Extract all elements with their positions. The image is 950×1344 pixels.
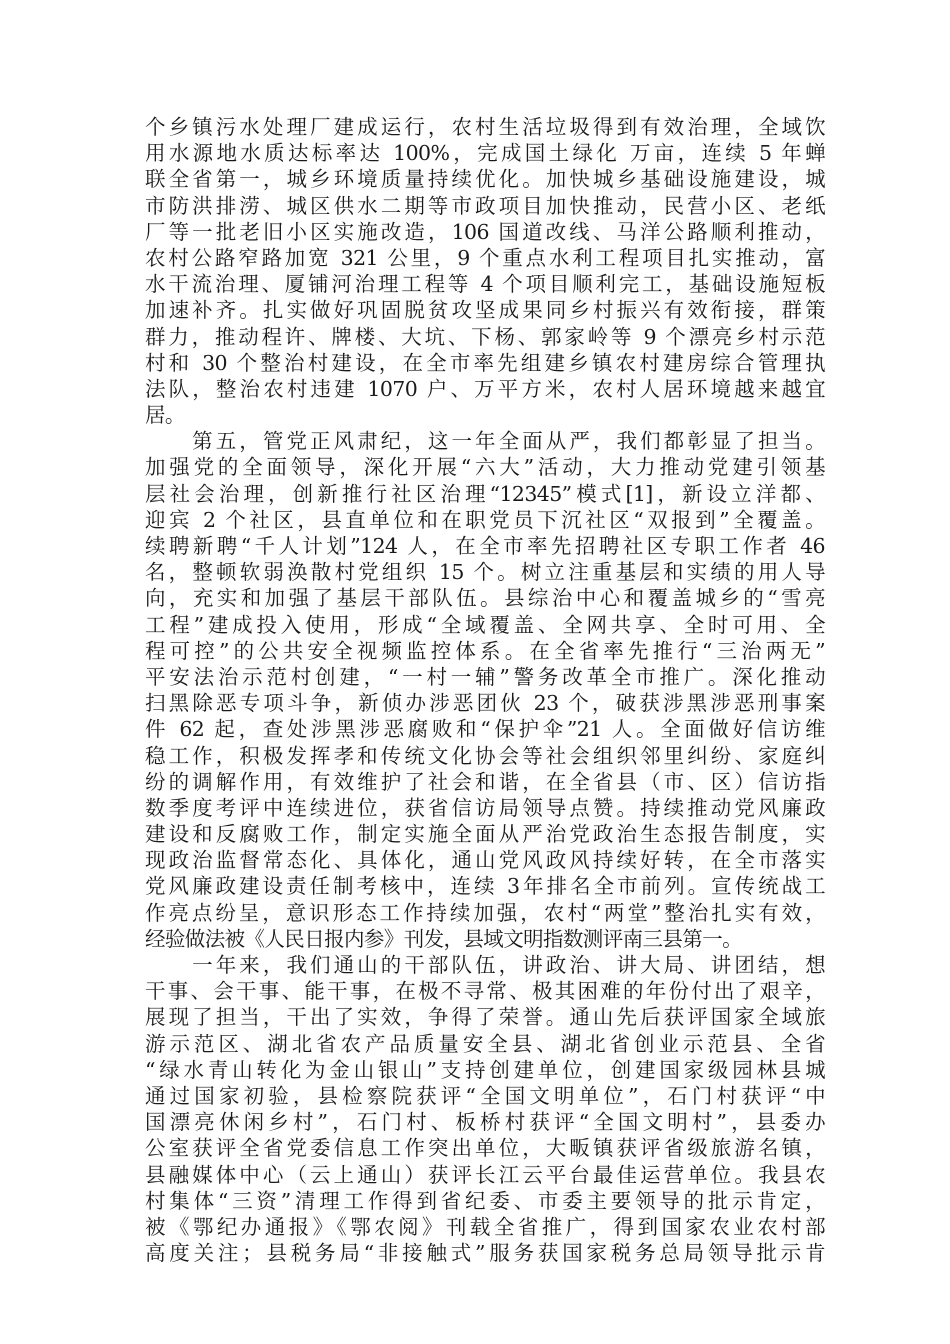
text-line: 经验做法被《人民日报内参》刊发，县域文明指数测评南三县第一。: [145, 926, 742, 951]
text-line: 名，整顿软弱涣散村党组织 15 个。树立注重基层和实绩的用人导: [145, 560, 825, 585]
text-line: 扫黑除恶专项斗争，新侦办涉恶团伙 23 个，破获涉黑涉恶刑事案: [145, 691, 825, 716]
text-line: 加强党的全面领导，深化开展“六大”活动，大力推动党建引领基: [145, 455, 825, 480]
text-line: 件 62 起，查处涉黑涉恶腐败和“保护伞”21 人。全面做好信访维: [145, 717, 825, 742]
text-line: 稳工作，积极发挥孝和传统文化协会等社会组织邻里纠纷、家庭纠: [145, 743, 825, 768]
text-line: 续聘新聘“千人计划”124 人，在全市率先招聘社区专职工作者 46: [145, 534, 825, 558]
text-line: 公室获评全省党委信息工作突出单位，大畈镇获评省级旅游名镇，: [145, 1136, 825, 1161]
text-line: 厂等一批老旧小区实施改造，106 国道改线、马洋公路顺利推动，: [145, 219, 825, 244]
paragraph-start-line: 一年来，我们通山的干部队伍，讲政治、讲大局、讲团结，想: [145, 953, 825, 977]
text-line: 国漂亮休闲乡村”，石门村、板桥村获评“全国文明村”，县委办: [145, 1110, 825, 1135]
text-line: 作亮点纷呈，意识形态工作持续加强，农村“两堂”整治扎实有效，: [145, 900, 825, 925]
text-line: 展现了担当，干出了实效，争得了荣誉。通山先后获评国家全域旅: [145, 1005, 825, 1030]
text-line: 居。: [145, 403, 185, 428]
text-line: 迎宾 2 个社区，县直单位和在职党员下沉社区“双报到”全覆盖。: [145, 507, 825, 532]
text-line: 市防洪排涝、城区供水二期等市政项目加快推动，民营小区、老纸: [145, 193, 825, 218]
text-line: 加速补齐。扎实做好巩固脱贫攻坚成果同乡村振兴有效衔接，群策: [145, 298, 825, 323]
text-line: 联全省第一，城乡环境质量持续优化。加快城乡基础设施建设，城: [145, 167, 825, 192]
text-line: 建设和反腐败工作，制定实施全面从严治党政治生态报告制度，实: [145, 822, 825, 847]
text-line: 村集体“三资”清理工作得到省纪委、市委主要领导的批示肯定，: [145, 1188, 825, 1213]
text-line: 个乡镇污水处理厂建成运行，农村生活垃圾得到有效治理，全域饮: [145, 115, 825, 139]
text-line: 向，充实和加强了基层干部队伍。县综治中心和覆盖城乡的“雪亮: [145, 586, 825, 611]
text-line: 农村公路窄路加宽 321 公里，9 个重点水利工程项目扎实推动，富: [145, 245, 825, 270]
document-body: [145, 114, 825, 1266]
text-line: 工程”建成投入使用，形成“全域覆盖、全网共享、全时可用、全: [145, 612, 825, 637]
text-line: 高度关注；县税务局“非接触式”服务获国家税务总局领导批示肯: [145, 1241, 825, 1266]
paragraph-start-line: 第五，管党正风肃纪，这一年全面从严，我们都彰显了担当。: [145, 429, 825, 454]
text-line: 现政治监督常态化、具体化，通山党风政风持续好转，在全市落实: [145, 848, 825, 873]
text-line: 群力，推动程许、牌楼、大坑、下杨、郭家岭等 9 个漂亮乡村示范: [145, 324, 825, 349]
text-line: 干事、会干事、能干事，在极不寻常、极其困难的年份付出了艰辛，: [145, 979, 825, 1004]
text-line: 游示范区、湖北省农产品质量安全县、湖北省创业示范县、全省: [145, 1031, 825, 1056]
text-line: 程可控”的公共安全视频监控体系。在全省率先推行“三治两无”: [145, 638, 825, 663]
text-line: 水干流治理、厦铺河治理工程等 4 个项目顺利完工，基础设施短板: [145, 272, 825, 297]
text-line: 数季度考评中连续进位，获省信访局领导点赞。持续推动党风廉政: [145, 795, 825, 820]
text-line: 层社会治理，创新推行社区治理“12345”模式[1]，新设立洋都、: [145, 481, 825, 506]
text-line: 被《鄂纪办通报》《鄂农阅》刊载全省推广，得到国家农业农村部: [145, 1214, 825, 1239]
text-line: 村和 30 个整治村建设，在全市率先组建乡镇农村建房综合管理执: [145, 350, 825, 375]
text-line: 用水源地水质达标率达 100%，完成国土绿化 万亩，连续 5 年蝉: [145, 141, 825, 166]
text-line: 党风廉政建设责任制考核中，连续 3年排名全市前列。宣传统战工: [145, 874, 825, 899]
text-line: 县融媒体中心（云上通山）获评长江云平台最佳运营单位。我县农: [145, 1162, 825, 1187]
text-line: 通过国家初验，县检察院获评“全国文明单位”，石门村获评“中: [145, 1083, 825, 1108]
text-line: “绿水青山转化为金山银山”支持创建单位，创建国家级园林县城: [145, 1057, 825, 1082]
text-line: 平安法治示范村创建，“一村一辅”警务改革全市推广。深化推动: [145, 664, 825, 689]
text-line: 纷的调解作用，有效维护了社会和谐，在全省县（市、区）信访指: [145, 769, 825, 794]
text-line: 法队，整治农村违建 1070 户、万平方米，农村人居环境越来越宜: [145, 376, 825, 401]
